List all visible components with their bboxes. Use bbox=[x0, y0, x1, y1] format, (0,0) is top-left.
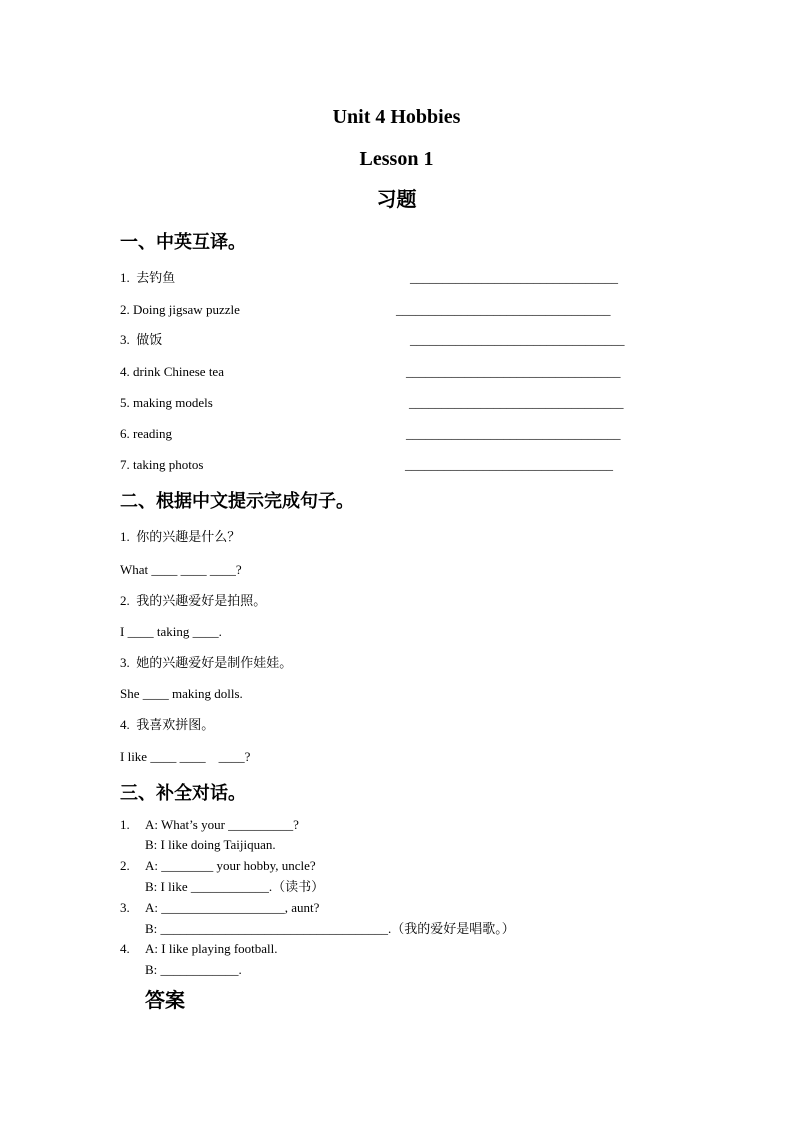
answer-blank: _________________________________ bbox=[409, 395, 624, 410]
answer-blank: ________________________________ bbox=[405, 457, 613, 472]
translate-item: 3. 做饭 bbox=[120, 332, 163, 347]
dialog-number: 4. bbox=[120, 941, 130, 956]
sentence-blank: She ____ making dolls. bbox=[120, 686, 243, 701]
dialog-line-a: A: ___________________, aunt? bbox=[145, 900, 320, 915]
translate-item: 5. making models bbox=[120, 395, 213, 410]
translate-item: 6. reading bbox=[120, 426, 172, 441]
translate-item: 2. Doing jigsaw puzzle bbox=[120, 302, 240, 317]
chinese-prompt: 3. 她的兴趣爱好是制作娃娃。 bbox=[120, 655, 293, 670]
sentence-blank: What ____ ____ ____? bbox=[120, 562, 242, 577]
answer-blank: _________________________________ bbox=[396, 302, 611, 317]
dialog-number: 3. bbox=[120, 900, 130, 915]
sentence-blank: I like ____ ____ ____? bbox=[120, 749, 251, 764]
section1-heading: 一、中英互译。 bbox=[120, 232, 246, 252]
unit-title: Unit 4 Hobbies bbox=[332, 106, 461, 128]
dialog-line-a: A: What’s your __________? bbox=[145, 817, 299, 832]
answers-heading: 答案 bbox=[145, 990, 185, 1012]
dialog-line-a: A: I like playing football. bbox=[145, 941, 278, 956]
answer-blank: _________________________________ bbox=[406, 426, 621, 441]
answer-blank: _________________________________ bbox=[406, 364, 621, 379]
sentence-blank: I ____ taking ____. bbox=[120, 624, 222, 639]
dialog-number: 2. bbox=[120, 858, 130, 873]
dialog-number: 1. bbox=[120, 817, 130, 832]
section3-heading: 三、补全对话。 bbox=[120, 783, 246, 803]
dialog-line-b: B: I like ____________.（读书） bbox=[145, 879, 325, 894]
lesson-title: Lesson 1 bbox=[359, 148, 434, 170]
dialog-line-b: B: ____________. bbox=[145, 962, 242, 977]
translate-item: 1. 去钓鱼 bbox=[120, 270, 176, 285]
answer-blank: _________________________________ bbox=[410, 332, 625, 347]
dialog-line-b: B: I like doing Taijiquan. bbox=[145, 837, 276, 852]
translate-item: 7. taking photos bbox=[120, 457, 204, 472]
chinese-prompt: 2. 我的兴趣爱好是拍照。 bbox=[120, 593, 267, 608]
translate-item: 4. drink Chinese tea bbox=[120, 364, 224, 379]
dialog-line-b: B: ___________________________________.（我的爱好是唱歌。） bbox=[145, 921, 515, 936]
exercise-subtitle: 习题 bbox=[376, 189, 417, 211]
dialog-line-a: A: ________ your hobby, uncle? bbox=[145, 858, 316, 873]
answer-blank: ________________________________ bbox=[410, 270, 618, 285]
section2-heading: 二、根据中文提示完成句子。 bbox=[120, 491, 354, 511]
chinese-prompt: 1. 你的兴趣是什么？ bbox=[120, 529, 241, 544]
chinese-prompt: 4. 我喜欢拼图。 bbox=[120, 717, 215, 732]
